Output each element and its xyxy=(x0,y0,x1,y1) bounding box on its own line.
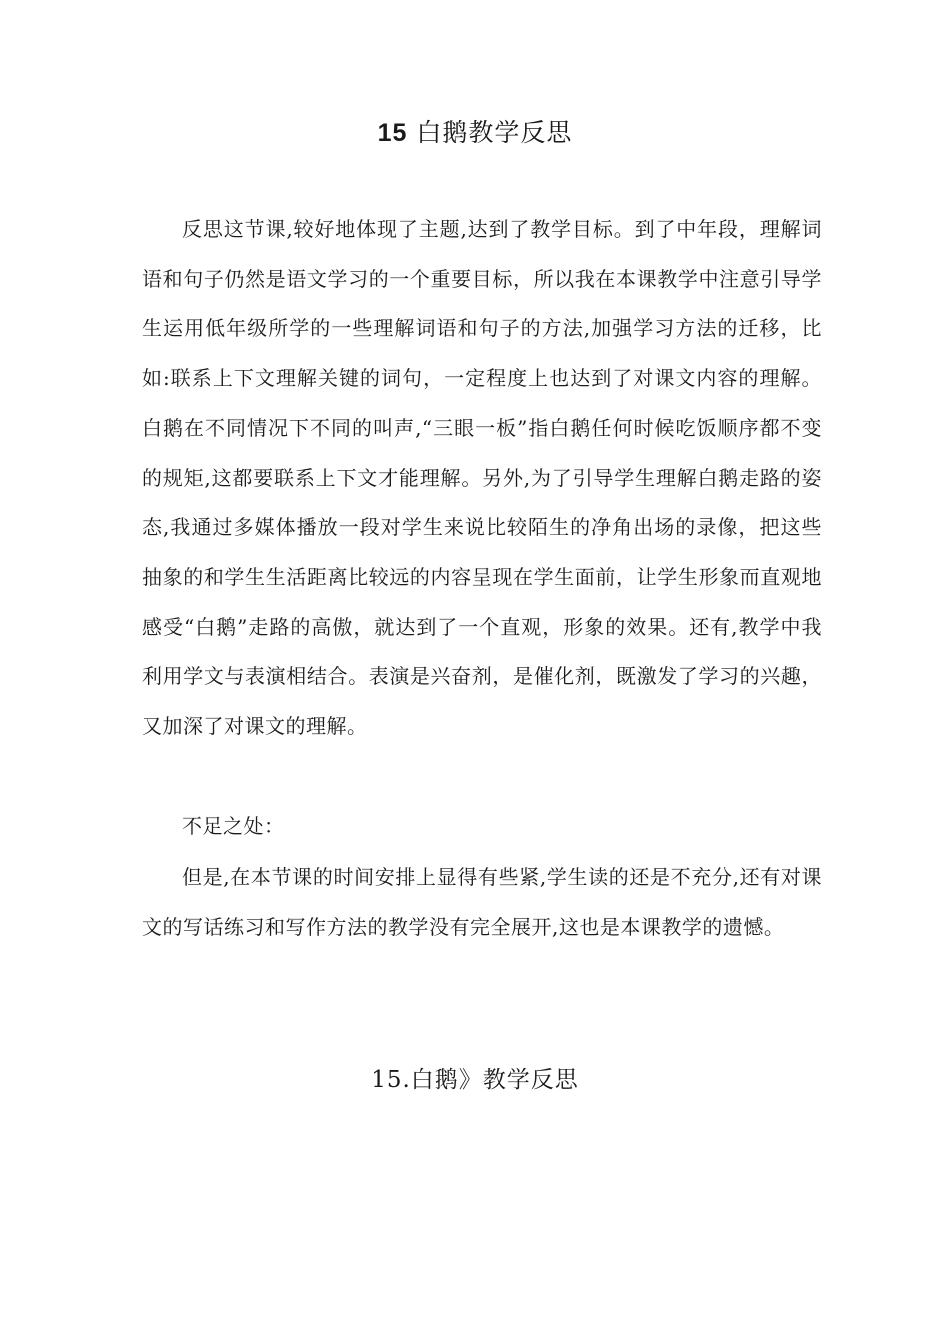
title-number: 15 xyxy=(377,119,408,147)
document-title xyxy=(0,115,950,151)
second-title: 15.白鹅》教学反思 xyxy=(371,1067,579,1093)
paragraph-shortcomings-heading: 不足之处： xyxy=(182,814,285,838)
paragraph-reflection: 反思这节课,较好地体现了主题,达到了教学目标。到了中年段，理解词语和句子仍然是语文学习的一个重要目标，所以我在本课教学中注意引导学生运用低年级所学的一些理解词语和句子的方法,加强学习方法的迁移，比如:联系上下文理解关键的词句，一定程度上也达到了对课文内容的理解。白鹅在不同情况下不同的叫声,“三眼一板”指白鹅任何时候吃饭顺序都不变的规矩,这都要联系上下文才能理解。另外,为了引导学生理解白鹅走路的姿态,我通过多媒体播放一段对学生来说比较陌生的净角出场的录像，把这些抽象的和学生生活距离比较远的内容呈现在学生面前，让学生形象而直观地感受“白鹅”走路的高傲，就达到了一个直观，形象的效果。还有,教学中我利用学文与表演相结合。表演是兴奋剂，是催化剂，既激发了学习的兴趣，又加深了对课文的理解。 xyxy=(142,217,822,739)
paragraph-shortcomings: 但是,在本节课的时间安排上显得有些紧,学生读的还是不充分,还有对课文的写话练习和写作方法的教学没有完全展开,这也是本课教学的遗憾。 xyxy=(142,865,822,939)
title-text: 白鹅教学反思 xyxy=(416,118,573,147)
